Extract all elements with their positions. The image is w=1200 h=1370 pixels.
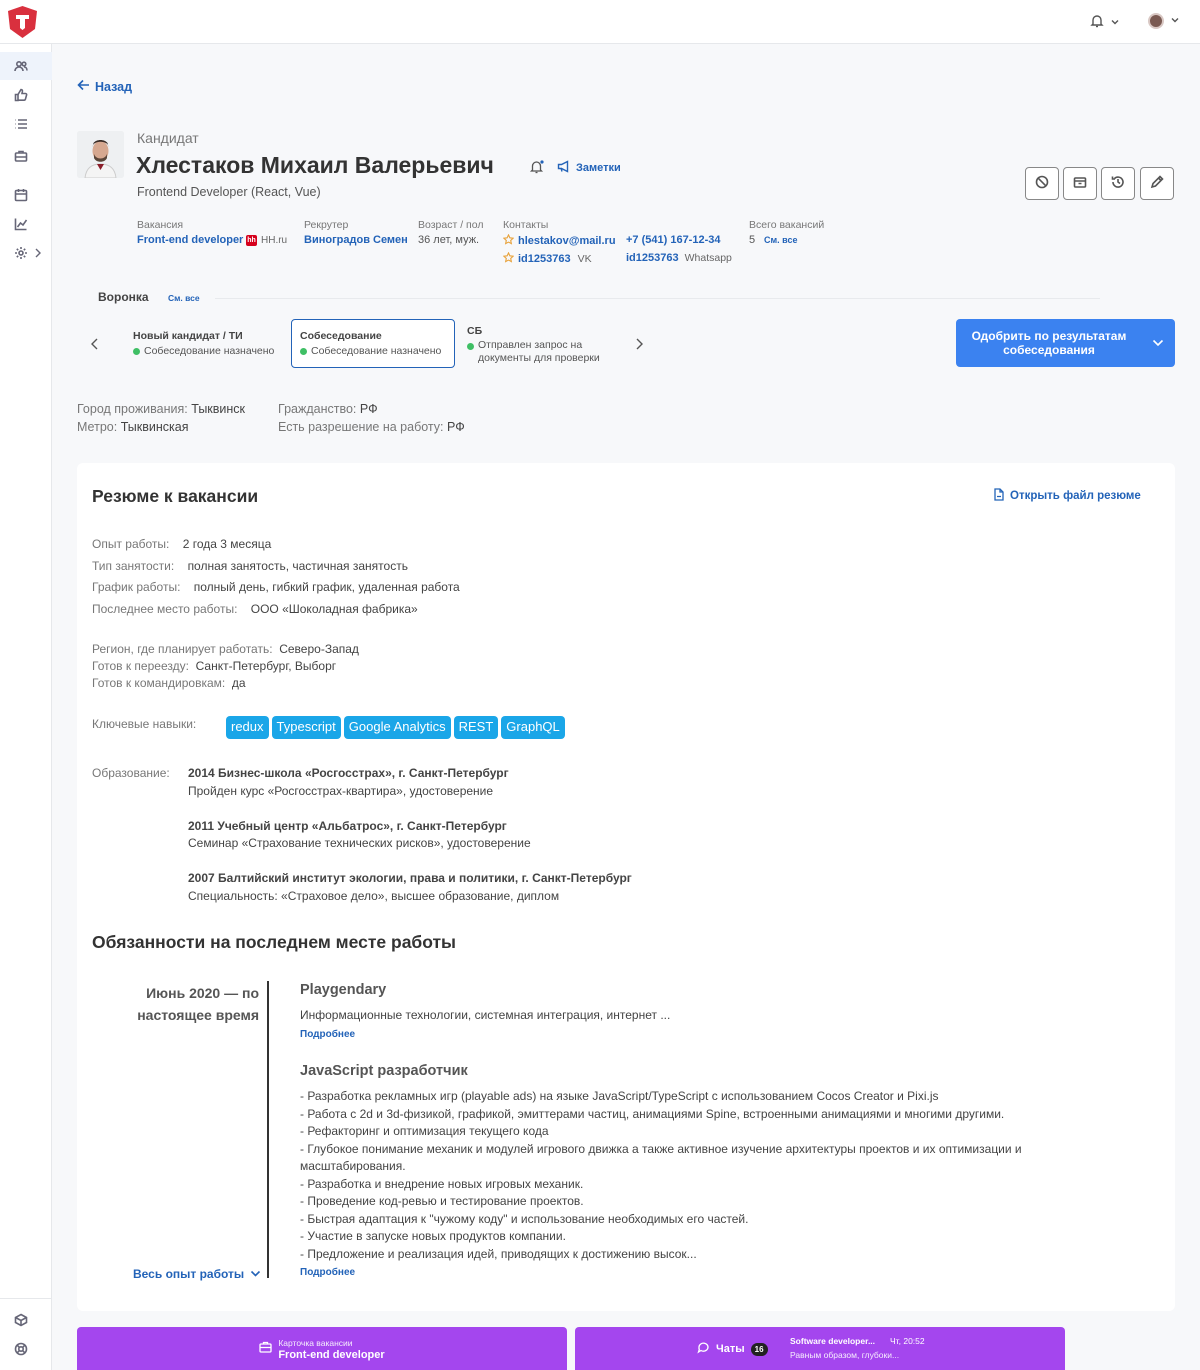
education-list — [188, 765, 632, 905]
detail-value: ООО «Шоколадная фабрика» — [250, 602, 418, 617]
history-button[interactable] — [1101, 167, 1135, 200]
box-icon[interactable] — [12, 1311, 30, 1329]
company-name: Playgendary — [300, 982, 387, 998]
city-label: Город проживания: — [77, 402, 188, 416]
detail-value: 2 года 3 месяца — [182, 537, 272, 551]
chevron-down-icon — [250, 1267, 261, 1281]
personal-info-right — [278, 400, 465, 436]
chevron-down-icon — [1110, 16, 1120, 30]
company-more-link[interactable]: Подробнее — [300, 1029, 356, 1040]
detail-value: полный день, гибкий график, удаленная работа — [193, 580, 460, 595]
funnel-stage[interactable] — [460, 319, 620, 368]
help-icon[interactable] — [12, 1340, 30, 1358]
arrow-left-icon — [77, 79, 90, 94]
candidate-name: Хлестаков Михаил Валерьевич — [136, 152, 494, 178]
avatar-icon — [1148, 13, 1164, 29]
detail-label: Опыт работы: — [92, 537, 170, 551]
archive-button[interactable] — [1063, 167, 1097, 200]
chats-label: Чаты — [716, 1343, 745, 1355]
calendar-icon[interactable] — [12, 186, 30, 204]
resume-details-2 — [92, 641, 359, 692]
chevron-down-icon — [1152, 336, 1164, 350]
vacancy-card-value: Front-end developer — [278, 1348, 385, 1361]
funnel-next-button[interactable] — [634, 337, 644, 354]
file-pdf-icon — [993, 488, 1005, 504]
candidate-type: Кандидат — [137, 130, 199, 146]
briefcase-icon — [259, 1341, 272, 1356]
block-icon — [1035, 175, 1049, 192]
notes-label: Заметки — [576, 162, 621, 174]
back-link[interactable] — [77, 79, 132, 94]
stage-status: Собеседование назначено — [311, 345, 442, 357]
role-title: JavaScript разработчик — [300, 1063, 468, 1079]
detail-label: Последнее место работы: — [92, 602, 238, 617]
hh-icon: hh — [247, 237, 256, 244]
permit-label: Есть разрешение на работу: — [278, 420, 444, 434]
chart-icon[interactable] — [12, 215, 30, 233]
funnel-prev-button[interactable] — [90, 337, 100, 354]
vk-label: VK — [577, 253, 592, 265]
thumbs-up-icon[interactable] — [12, 86, 30, 104]
notes-link[interactable] — [557, 160, 621, 176]
all-experience-label: Весь опыт работы — [133, 1267, 245, 1281]
recruiter-label: Рекрутер — [304, 219, 349, 231]
recruiter-link[interactable]: Виноградов Семен — [304, 234, 408, 246]
age-value: 36 лет, муж. — [418, 234, 480, 246]
detail-label: Тип занятости: — [92, 558, 175, 573]
bell-icon — [1090, 14, 1104, 31]
duties-title: Обязанности на последнем месте работы — [92, 932, 457, 952]
education-desc: Специальность: «Страховое дело», высшее образование, диплом — [188, 888, 560, 903]
open-resume-file-link[interactable] — [993, 488, 1141, 504]
chat-icon — [697, 1341, 710, 1357]
approve-dropdown[interactable] — [1140, 319, 1175, 367]
vk-id: id1253763 — [518, 253, 571, 265]
chat-preview: Равным образом, глубоки... — [790, 1350, 900, 1360]
status-dot — [467, 343, 474, 350]
chat-time: Чт, 20:52 — [890, 1336, 925, 1346]
duty-item: - Разработка и внедрение новых игровых механик. — [300, 1176, 584, 1191]
detail-value: полная занятость, частичная занятость — [187, 558, 408, 573]
education-item — [188, 765, 632, 800]
duties-list — [300, 1088, 1070, 1263]
metro-label: Метро: — [77, 420, 118, 434]
open-file-label: Открыть файл резюме — [1010, 490, 1141, 502]
detail-label: График работы: — [92, 580, 181, 595]
work-period: Июнь 2020 — по настоящее время — [137, 985, 259, 1023]
resume-details-1 — [92, 534, 460, 621]
edit-button[interactable] — [1140, 167, 1174, 200]
age-label: Возраст / пол — [418, 219, 484, 231]
chats-count-badge: 16 — [751, 1343, 768, 1356]
email-contact[interactable] — [503, 234, 616, 248]
source-label: HH.ru — [261, 235, 288, 246]
block-button[interactable] — [1025, 167, 1059, 200]
total-see-all-link[interactable]: См. все — [764, 235, 798, 245]
vacancy-source — [246, 235, 287, 246]
detail-label: Регион, где планирует работать: — [92, 642, 273, 656]
skill-tag: GraphQL — [501, 716, 564, 739]
contacts-label: Контакты — [503, 219, 549, 231]
skill-tag: REST — [454, 716, 499, 739]
education-title: 2011 Учебный центр «Альбатрос», г. Санкт-Петербург — [188, 818, 507, 833]
megaphone-icon — [557, 160, 571, 176]
duty-item: - Глубокое понимание механик и модулей игрового движка а также активное изучение архитектуры проектов и их оптимизации и масштабирования. — [300, 1141, 1022, 1173]
whatsapp-contact[interactable] — [626, 252, 732, 264]
stage-status: Отправлен запрос на документы для проверки — [478, 339, 600, 364]
metro-value: Тыквинская — [120, 420, 189, 434]
star-icon — [503, 234, 514, 248]
skill-tag: Typescript — [272, 716, 341, 739]
duty-item: - Предложение и реализация идей, приводящих к достижению высок... — [300, 1246, 697, 1261]
skills-label: Ключевые навыки: — [92, 717, 197, 731]
sidebar-divider — [0, 1298, 52, 1299]
vk-contact[interactable] — [503, 252, 592, 266]
chevron-down-icon — [1170, 14, 1180, 28]
notifications-menu[interactable] — [1090, 14, 1120, 31]
timeline-line — [267, 981, 269, 1278]
top-bar — [0, 0, 1200, 44]
users-icon[interactable] — [12, 57, 30, 75]
education-title: 2007 Балтийский институт экологии, права и политики, г. Санкт-Петербург — [188, 871, 632, 885]
list-icon[interactable] — [12, 115, 30, 133]
archive-icon — [1073, 175, 1087, 192]
education-title: 2014 Бизнес-школа «Росгосстрах», г. Санкт-Петербург — [188, 766, 509, 780]
pencil-icon — [1150, 175, 1164, 192]
skill-tag: redux — [226, 716, 269, 739]
citizenship-label: Гражданство: — [278, 402, 357, 416]
chats-button[interactable] — [575, 1327, 1065, 1370]
status-dot — [133, 348, 140, 355]
funnel-divider — [215, 298, 1100, 299]
approve-button[interactable] — [956, 319, 1175, 367]
stage-title: Новый кандидат / ТИ — [133, 330, 243, 342]
resume-title: Резюме к вакансии — [92, 486, 259, 506]
vacancy-link[interactable]: Front-end developer — [137, 234, 244, 246]
duty-item: - Участие в запуске новых продуктов компании. — [300, 1229, 566, 1243]
detail-value: Санкт-Петербург, Выборг — [195, 659, 337, 673]
permit-value: РФ — [447, 420, 465, 434]
funnel-label: Воронка — [98, 290, 149, 304]
vacancy-card-label: Карточка вакансии — [278, 1337, 353, 1348]
duty-item: - Рефакторинг и оптимизация текущего кода — [300, 1124, 549, 1138]
city-value: Тыквинск — [191, 402, 246, 416]
gear-icon[interactable] — [12, 244, 30, 262]
email-value: hlestakov@mail.ru — [518, 235, 616, 247]
star-icon — [503, 252, 514, 266]
chevron-right-icon[interactable] — [34, 247, 42, 262]
chats-label-group — [697, 1341, 768, 1357]
duty-item: - Разработка рекламных игр (playable ads) на языке JavaScript/TypeScript с использованием Cocos Creator и Pixi.js — [300, 1089, 939, 1103]
personal-info-left — [77, 400, 245, 436]
total-vacancies-label: Всего вакансий — [749, 219, 825, 231]
duty-item: - Проведение код-ревью и тестирование проектов. — [300, 1194, 584, 1208]
all-experience-toggle[interactable] — [133, 1267, 261, 1281]
user-menu[interactable] — [1148, 13, 1180, 29]
sidebar — [0, 44, 52, 1370]
stage-status: Собеседование назначено — [144, 345, 275, 357]
wa-label: Whatsapp — [684, 252, 732, 264]
education-item — [188, 818, 632, 853]
education-label: Образование: — [92, 766, 170, 780]
approve-label: Одобрить по результатам собеседования — [971, 329, 1127, 357]
detail-label: Готов к переезду: — [92, 659, 189, 673]
subscribe-bell-icon[interactable] — [529, 159, 545, 178]
status-dot — [300, 348, 307, 355]
briefcase-icon[interactable] — [12, 147, 30, 165]
duties-more-link[interactable]: Подробнее — [300, 1267, 356, 1278]
chevron-left-icon — [90, 340, 100, 354]
funnel-see-all-link[interactable]: См. все — [168, 293, 200, 303]
app-logo[interactable] — [6, 5, 39, 39]
back-label: Назад — [95, 79, 133, 94]
vacancy-label: Вакансия — [137, 219, 184, 231]
stage-title: Собеседование — [300, 330, 382, 342]
duty-item: - Быстрая адаптация к "чужому коду" и использование необходимых его частей. — [300, 1211, 749, 1226]
wa-id: id1253763 — [626, 252, 679, 264]
detail-value: Северо-Запад — [279, 642, 359, 656]
citizenship-value: РФ — [359, 402, 378, 416]
skills-list — [226, 716, 568, 739]
history-icon — [1111, 175, 1125, 192]
total-vacancies-value: 5 — [749, 234, 756, 246]
phone-link[interactable]: +7 (541) 167-12-34 — [626, 234, 721, 246]
chevron-right-icon — [634, 340, 644, 354]
candidate-position: Frontend Developer (React, Vue) — [137, 185, 321, 199]
chat-title: Software developer... — [790, 1336, 876, 1346]
education-desc: Пройден курс «Росгосстрах-квартира», удостоверение — [188, 783, 494, 798]
detail-value: да — [231, 676, 246, 690]
skill-tag: Google Analytics — [344, 716, 451, 739]
candidate-photo — [77, 131, 124, 178]
education-item — [188, 870, 632, 905]
company-desc: Информационные технологии, системная интеграция, интернет ... — [300, 1008, 671, 1022]
stage-title: СБ — [467, 325, 483, 337]
education-desc: Семинар «Страхование технических рисков», удостоверение — [188, 836, 531, 850]
duty-item: - Работа с 2d и 3d-физикой, графикой, эмиттерами частиц, анимациями Spine, встроенными анимациями и многими другими. — [300, 1106, 1005, 1121]
vacancy-card-button[interactable] — [77, 1327, 567, 1370]
funnel-stage[interactable] — [126, 319, 286, 368]
detail-label: Готов к командировкам: — [92, 676, 226, 690]
funnel-stage-current[interactable] — [291, 319, 455, 368]
